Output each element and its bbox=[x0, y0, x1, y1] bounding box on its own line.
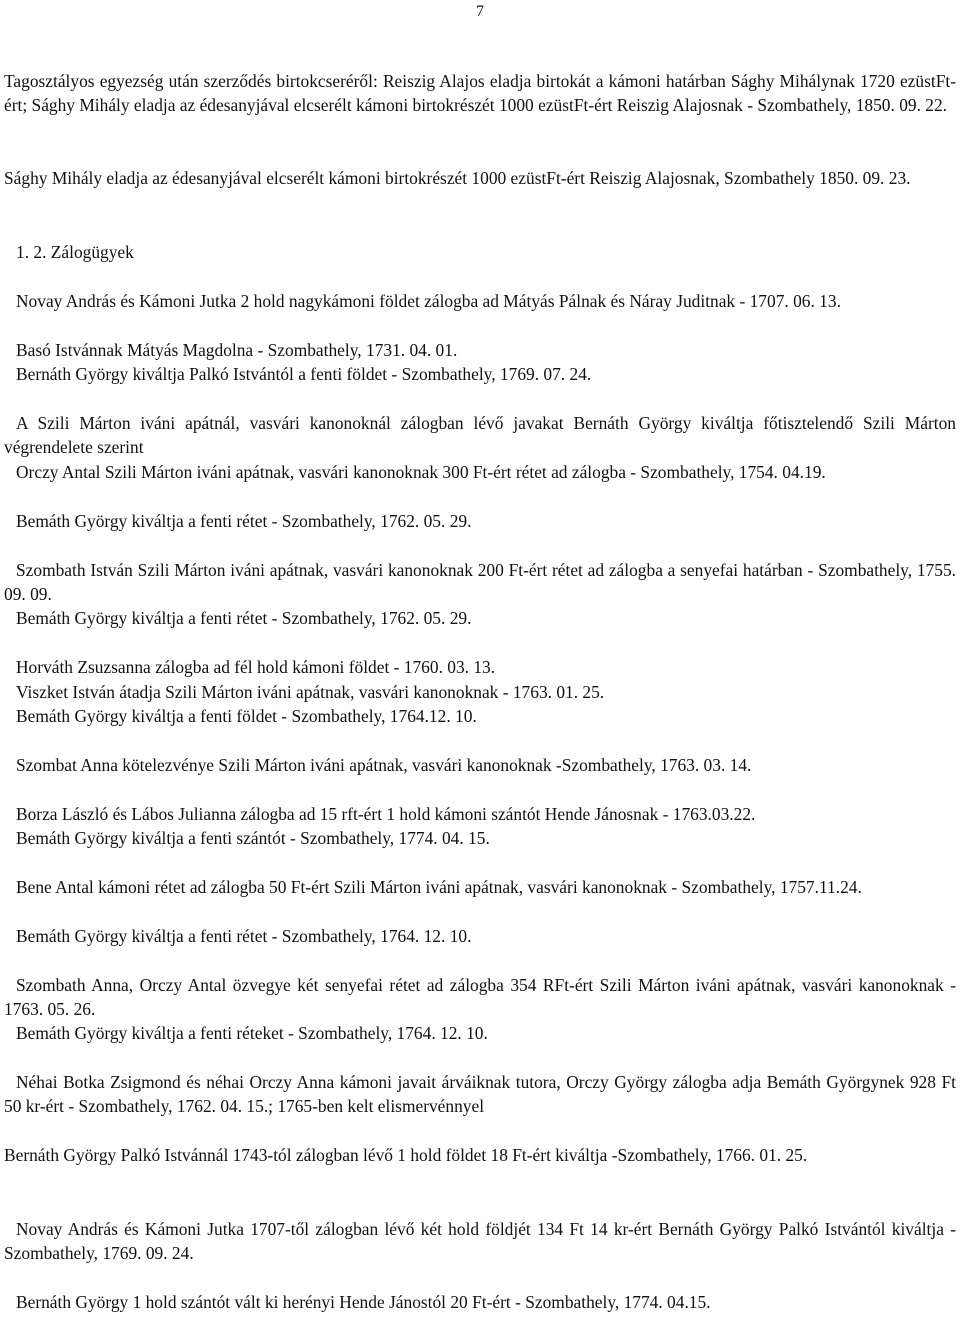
pledge-entry-line: Bemáth György kiváltja a fenti rétet - Szombathely, 1762. 05. 29. bbox=[16, 511, 472, 531]
pledge-entry-line: Bemáth György kiváltja a fenti szántót - Szombathely, 1774. 04. 15. bbox=[16, 828, 490, 848]
pledge-entry-line: Bemáth György kiváltja a fenti rétet - Szombathely, 1764. 12. 10. bbox=[16, 926, 472, 946]
pledge-entry: Néhai Botka Zsigmond és néhai Orczy Anna kámoni javait árváiknak tutora, Orczy György zálogba adja Bemáth Györgynek 928 Ft 50 kr-ért - Szombathely, 1762. 04. 15.; 1765-ben kelt elismervénnyel bbox=[4, 1072, 956, 1117]
pledge-entry: Bene Antal kámoni rétet ad zálogba 50 Ft-ért Szili Márton iváni apátnak, vasvári kanonoknak - Szombathely, 1757.11.24. bbox=[16, 877, 862, 897]
section-heading: 1. 2. Zálogügyek bbox=[16, 242, 134, 262]
pledge-entry-line: Bernáth György kiváltja Palkó Istvántól a fenti földet - Szombathely, 1769. 07. 24. bbox=[16, 364, 592, 384]
pledge-entry: Szombath István Szili Márton iváni apátnak, vasvári kanonoknak 200 Ft-ért rétet ad zálogba a senyefai határban - Szombathely, 1755. 09. 09. bbox=[4, 560, 956, 605]
pledge-entry-line: Szombat Anna kötelezvénye Szili Márton iváni apátnak, vasvári kanonoknak -Szombathely, 1763. 03. 14. bbox=[16, 755, 752, 775]
intro-paragraph-1: Tagosztályos egyezség után szerződés birtokcseréről: Reiszig Alajos eladja birtokát a kámoni határban Sághy Mihálynak 1720 ezüstFt-ért; Sághy Mihály eladja az édesanyjával elcserélt kámoni birtokrészét 1000 ezüstFt-ért Reiszig Alajosnak - Szombathely, 1850. 09. 22. bbox=[4, 71, 956, 116]
pledge-entry: Bernáth György Palkó Istvánnál 1743-tól zálogban lévő 1 hold földet 18 Ft-ért kiváltja -Szombathely, 1766. 01. 25. bbox=[4, 1145, 808, 1165]
pledge-entry: Orczy Antal Szili Márton iváni apátnak, vasvári kanonoknak 300 Ft-ért rétet ad zálogba - Szombathely, 1754. 04.19. bbox=[16, 462, 826, 482]
page-number: 7 bbox=[476, 3, 484, 20]
pledge-entry: Novay András és Kámoni Jutka 1707-től zálogban lévő két hold földjét 134 Ft 14 kr-ért Bernáth György Palkó Istvántól kiváltja - Szombathely, 1769. 09. 24. bbox=[4, 1219, 956, 1264]
pledge-entry: Novay András és Kámoni Jutka 2 hold nagykámoni földet zálogba ad Mátyás Pálnak és Náray Juditnak - 1707. 06. 13. bbox=[16, 291, 841, 311]
pledge-entry-line: Bemáth György kiváltja a fenti rétet - Szombathely, 1762. 05. 29. bbox=[16, 608, 472, 628]
intro-paragraph-2: Sághy Mihály eladja az édesanyjával elcserélt kámoni birtokrészét 1000 ezüstFt-ért Reiszig Alajosnak, Szombathely 1850. 09. 23. bbox=[4, 168, 911, 188]
pledge-entry-line: Borza László és Lábos Julianna zálogba ad 15 rft-ért 1 hold kámoni szántót Hende Jánosnak - 1763.03.22. bbox=[16, 804, 756, 824]
pledge-entry-line: Bemáth György kiváltja a fenti földet - Szombathely, 1764.12. 10. bbox=[16, 706, 477, 726]
pledge-entry: A Szili Márton iváni apátnál, vasvári kanonoknál zálogban lévő javakat Bernáth György kiváltja főtisztelendő Szili Márton végrendelete szerint bbox=[4, 413, 956, 458]
pledge-entry-line: Bemáth György kiváltja a fenti réteket - Szombathely, 1764. 12. 10. bbox=[16, 1023, 488, 1043]
pledge-entry: Szombath Anna, Orczy Antal özvegye két senyefai rétet ad zálogba 354 RFt-ért Szili Márton iváni apátnak, vasvári kanonoknak - 1763. 05. 26. bbox=[4, 975, 956, 1020]
pledge-entry-line: Basó Istvánnak Mátyás Magdolna - Szombathely, 1731. 04. 01. bbox=[16, 340, 458, 360]
pledge-entry-line: Bernáth György 1 hold szántót vált ki herényi Hende Jánostól 20 Ft-ért - Szombathely, 1774. 04.15. bbox=[16, 1292, 711, 1312]
pledge-entry-line: Horváth Zsuzsanna zálogba ad fél hold kámoni földet - 1760. 03. 13. bbox=[16, 657, 496, 677]
pledge-entry-line: Viszket István átadja Szili Márton iváni apátnak, vasvári kanonoknak - 1763. 01. 25. bbox=[16, 682, 605, 702]
